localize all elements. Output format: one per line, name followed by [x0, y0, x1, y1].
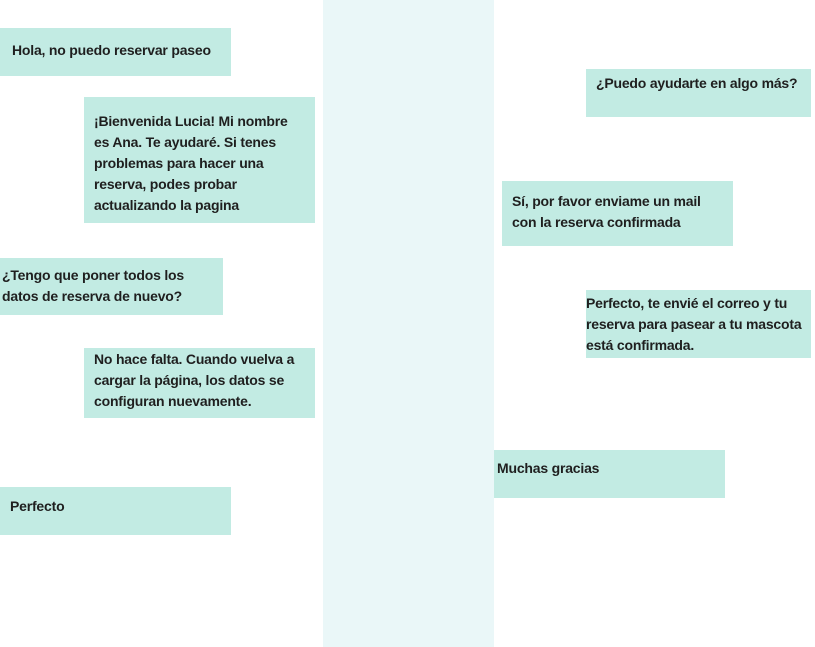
chat-message-user: ¿Tengo que poner todos los datos de reserva de nuevo?	[0, 258, 223, 315]
chat-message-user: Hola, no puedo reservar paseo	[0, 28, 231, 76]
chat-message-agent: No hace falta. Cuando vuelva a cargar la página, los datos se configuran nuevamente.	[84, 348, 315, 418]
chat-message-agent: Perfecto, te envié el correo y tu reserva para pasear a tu mascota está confirmada.	[586, 290, 811, 358]
center-column	[323, 0, 494, 647]
chat-message-agent: ¡Bienvenida Lucia! Mi nombre es Ana. Te ayudaré. Si tenes problemas para hacer una reserva, podes probar actualizando la pagina	[84, 97, 315, 223]
chat-message-user: Muchas gracias	[494, 450, 725, 498]
chat-message-user: Perfecto	[0, 487, 231, 535]
chat-message-agent: ¿Puedo ayudarte en algo más?	[586, 69, 811, 117]
chat-message-user: Sí, por favor enviame un mail con la reserva confirmada	[502, 181, 733, 246]
